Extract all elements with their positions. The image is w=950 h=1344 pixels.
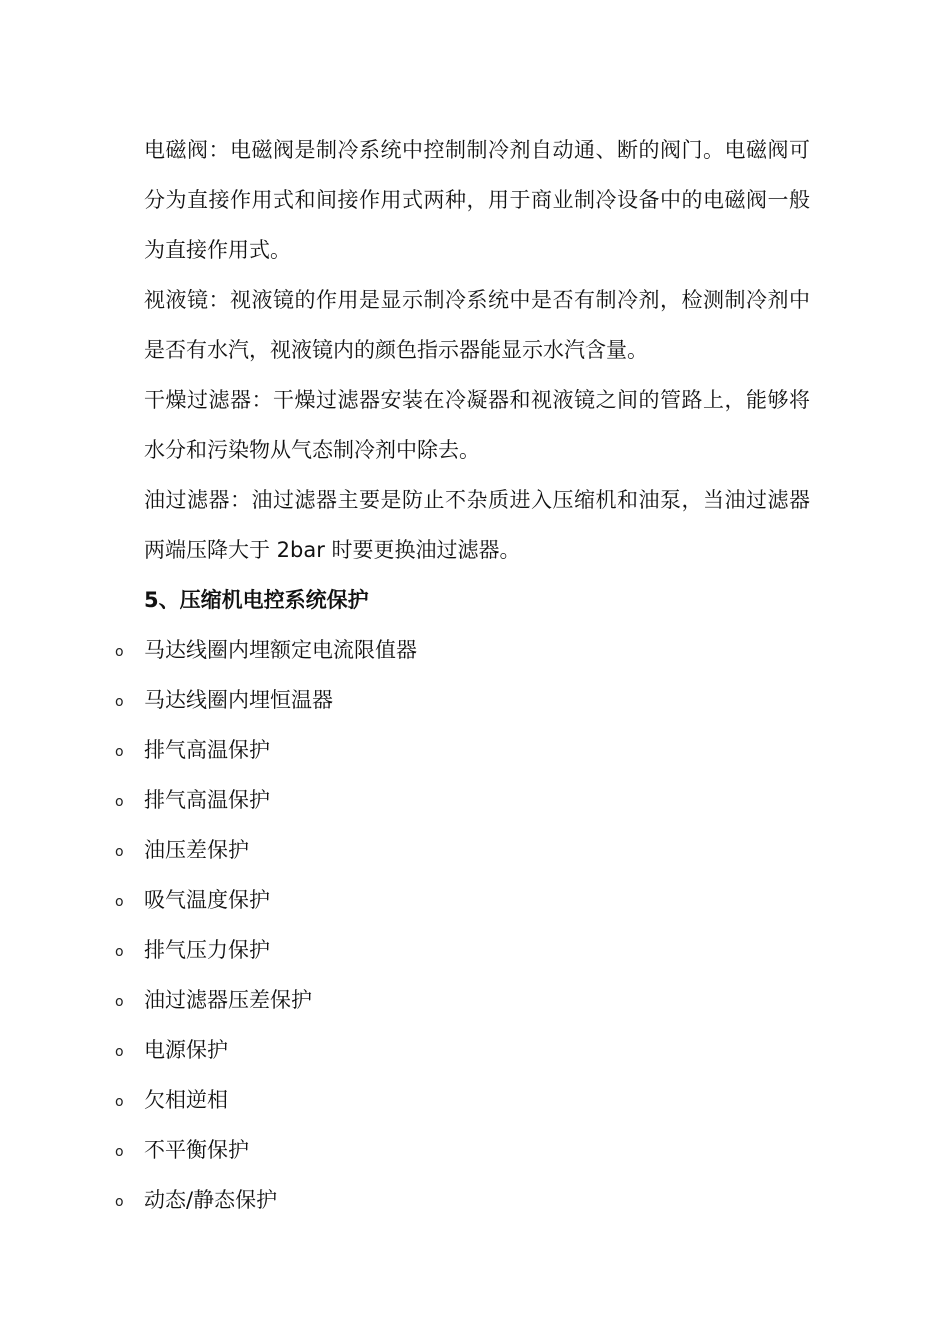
- paragraph-sight-glass: 视液镜：视液镜的作用是显示制冷系统中是否有制冷剂，检测制冷剂中是否有水汽，视液镜内的颜色指示器能显示水汽含量。: [144, 288, 810, 362]
- list-item: [115, 1125, 810, 1175]
- list-item-text: 马达线圈内埋额定电流限值器: [144, 638, 417, 662]
- list-item: [115, 1075, 810, 1125]
- list-item-text: 欠相逆相: [144, 1088, 228, 1112]
- section-heading: 5、压缩机电控系统保护: [144, 588, 369, 612]
- list-item: [115, 875, 810, 925]
- list-item: [115, 925, 810, 975]
- protection-list: [115, 625, 810, 1225]
- list-item-text: 电源保护: [144, 1038, 228, 1062]
- bullet-icon: o: [115, 1094, 124, 1110]
- list-item: [115, 775, 810, 825]
- list-item-text: 吸气温度保护: [144, 888, 270, 912]
- list-item: [115, 1175, 810, 1225]
- list-item: [115, 1025, 810, 1075]
- list-item-text: 不平衡保护: [144, 1138, 249, 1162]
- bullet-icon: o: [115, 844, 124, 860]
- bullet-icon: o: [115, 644, 124, 660]
- list-item: [115, 825, 810, 875]
- list-item-text: 排气高温保护: [144, 738, 270, 762]
- bullet-icon: o: [115, 1144, 124, 1160]
- list-item: [115, 725, 810, 775]
- list-item-text: 动态/静态保护: [144, 1188, 278, 1212]
- bullet-icon: o: [115, 794, 124, 810]
- document-content: [115, 125, 810, 1225]
- list-item-text: 排气高温保护: [144, 788, 270, 812]
- list-item: [115, 625, 810, 675]
- list-item-text: 油压差保护: [144, 838, 249, 862]
- paragraph-solenoid-valve: 电磁阀：电磁阀是制冷系统中控制制冷剂自动通、断的阀门。电磁阀可分为直接作用式和间接作用式两种，用于商业制冷设备中的电磁阀一般为直接作用式。: [144, 138, 810, 262]
- bullet-icon: o: [115, 944, 124, 960]
- bullet-icon: o: [115, 744, 124, 760]
- bullet-icon: o: [115, 894, 124, 910]
- bullet-icon: o: [115, 694, 124, 710]
- paragraph-filter-drier: 干燥过滤器：干燥过滤器安装在冷凝器和视液镜之间的管路上，能够将水分和污染物从气态制冷剂中除去。: [144, 388, 810, 462]
- list-item-text: 马达线圈内埋恒温器: [144, 688, 333, 712]
- bullet-icon: o: [115, 1194, 124, 1210]
- list-item-text: 排气压力保护: [144, 938, 270, 962]
- list-item: [115, 675, 810, 725]
- list-item-text: 油过滤器压差保护: [144, 988, 312, 1012]
- paragraph-oil-filter: 油过滤器：油过滤器主要是防止不杂质进入压缩机和油泵，当油过滤器两端压降大于 2bar 时要更换油过滤器。: [144, 488, 810, 562]
- bullet-icon: o: [115, 994, 124, 1010]
- list-item: [115, 975, 810, 1025]
- bullet-icon: o: [115, 1044, 124, 1060]
